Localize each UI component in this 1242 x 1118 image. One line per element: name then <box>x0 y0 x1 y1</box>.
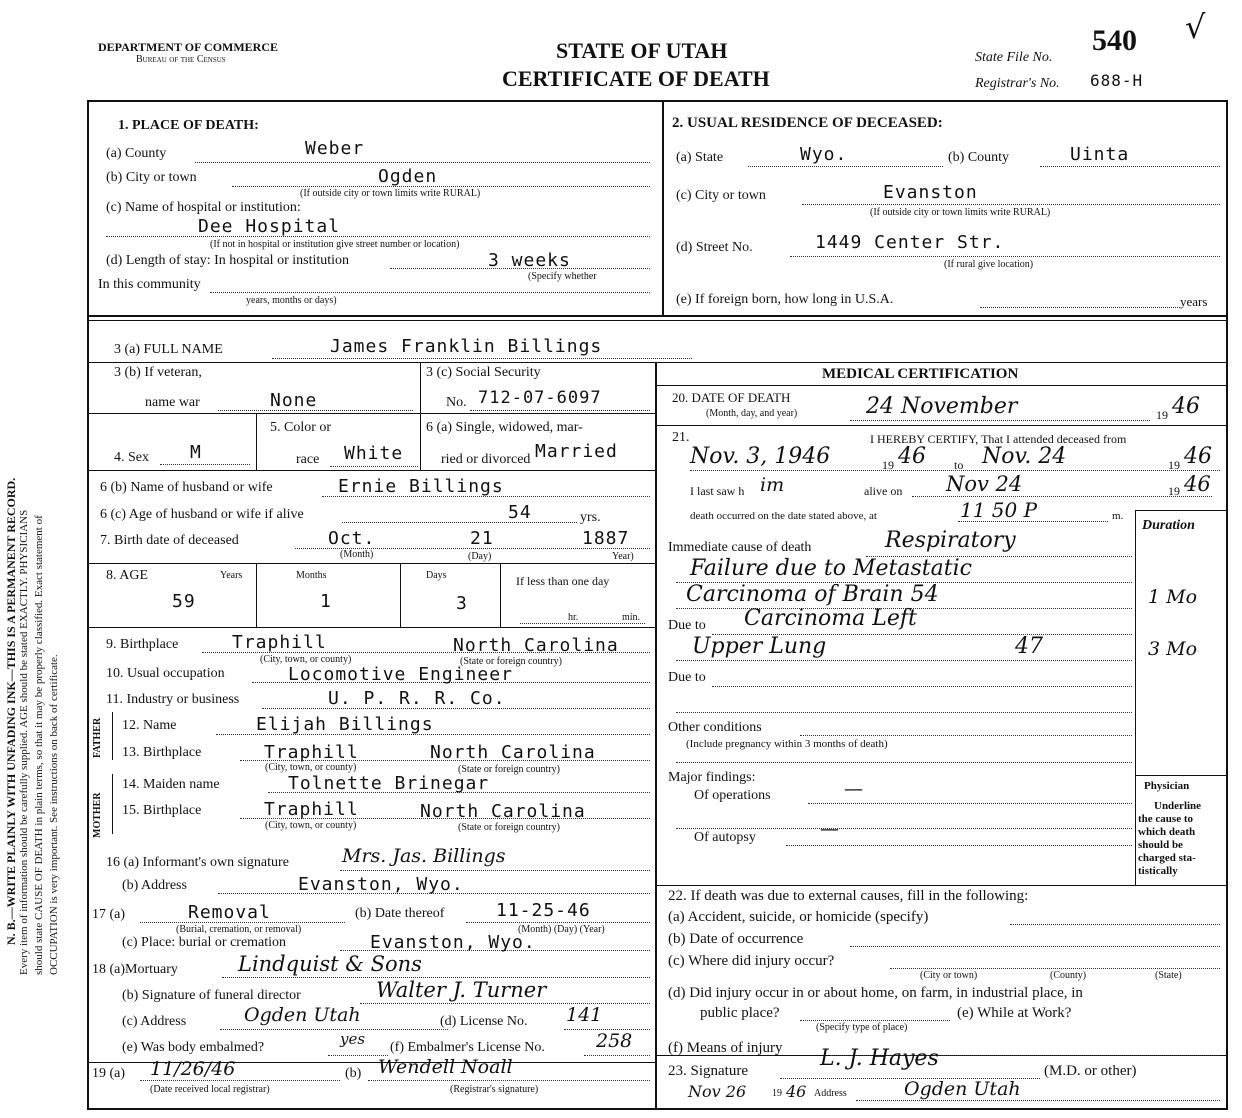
m-label: m. <box>1112 510 1124 522</box>
operations-value: — <box>844 778 863 800</box>
informant-line <box>340 870 650 871</box>
from-year: 46 <box>898 444 926 469</box>
autopsy-value: — <box>820 818 839 840</box>
dod-note: (Month, day, and year) <box>706 408 798 419</box>
title-certificate: CERTIFICATE OF DEATH <box>502 66 770 91</box>
registrar-label: Registrar's No. <box>975 76 1060 91</box>
pod-hospital-note: (If not in hospital or institution give street number or location) <box>210 239 460 250</box>
disposal-note: (Burial, cremation, or removal) <box>176 924 302 935</box>
from-date: Nov. 3, 1946 <box>690 444 831 469</box>
father-bp-state: North Carolina <box>430 742 596 763</box>
birth-day: 21 <box>470 528 494 549</box>
operations-label: Of operations <box>694 788 771 803</box>
row-rule-age-top <box>87 563 655 564</box>
director-addr-value: Ogden Utah <box>244 1004 361 1026</box>
pod-stay-label: (d) Length of stay: In hospital or institution <box>106 253 350 268</box>
pod-community-label: In this community <box>98 277 201 292</box>
to-date: Nov. 24 <box>982 444 1067 469</box>
dod-line <box>850 420 1150 421</box>
birth-month: Oct. <box>328 528 376 549</box>
registrar-sig-label: (b) <box>345 1066 362 1081</box>
sig-19: 19 <box>772 1088 782 1099</box>
immediate-label: Immediate cause of death <box>668 540 812 555</box>
medical-divider <box>655 362 657 1108</box>
date-of-death-rule <box>655 425 1227 426</box>
yrs-label: yrs. <box>580 510 601 525</box>
check-mark: √ <box>1185 8 1206 46</box>
pod-hospital-line <box>106 236 650 237</box>
res-city-line <box>802 204 1220 205</box>
director-line <box>360 1003 650 1004</box>
to-19: 19 <box>1168 458 1180 472</box>
father-tag: FATHER <box>92 717 103 758</box>
director-addr-line <box>220 1029 448 1030</box>
disposal-label: 17 (a) <box>92 907 126 922</box>
pod-community-note: years, months or days) <box>246 295 337 306</box>
outer-top-border <box>87 100 1227 102</box>
res-street-line <box>790 256 1220 257</box>
medical-heading-rule <box>655 385 1227 386</box>
cert-text: I HEREBY CERTIFY, That I attended deceased from <box>870 432 1127 446</box>
res-state-line <box>748 166 943 167</box>
residence-heading: 2. USUAL RESIDENCE OF DECEASED: <box>672 115 943 131</box>
ss-line <box>470 410 650 411</box>
birthplace-city-cap: (City, town, or county) <box>260 654 352 665</box>
ext-c-city: (City or town) <box>920 970 978 981</box>
physician-4: should be <box>1138 839 1183 851</box>
physician-1: Underline <box>1154 800 1202 812</box>
birth-year: 1887 <box>582 528 630 549</box>
age-col-2 <box>400 563 401 627</box>
pod-city-value: Ogden <box>378 166 438 187</box>
embalmer-line <box>584 1055 650 1056</box>
informant-signature: Mrs. Jas. Billings <box>342 845 506 867</box>
father-name-value: Elijah Billings <box>256 714 434 735</box>
spouse-age-line <box>342 522 577 523</box>
birthplace-city: Traphill <box>232 632 327 653</box>
side-note-1: N. B.—WRITE PLAINLY WITH UNFADING INK—THIS IS A PERMANENT RECORD. <box>4 477 18 945</box>
informant-label: 16 (a) Informant's own signature <box>106 855 289 870</box>
months-label: Months <box>296 570 327 581</box>
sig-addr-label: Address <box>814 1088 847 1099</box>
res-county-label: (b) County <box>948 150 1010 165</box>
ext-f: (f) Means of injury <box>668 1040 783 1056</box>
occupation-value: Locomotive Engineer <box>288 664 513 685</box>
birth-day-cap: (Day) <box>468 551 492 562</box>
mortuary-value: Lindquist & Sons <box>238 952 422 976</box>
death-time-label: death occurred on the date stated above, at <box>690 510 877 522</box>
sex-value: M <box>190 442 202 463</box>
last-saw-him: im <box>760 474 785 496</box>
state-file-label: State File No. <box>975 50 1053 65</box>
license-label: (d) License No. <box>440 1014 528 1029</box>
alive-year: 46 <box>1184 472 1211 496</box>
ext-c: (c) Where did injury occur? <box>668 953 835 969</box>
res-state-value: Wyo. <box>800 144 848 165</box>
from-19: 19 <box>882 458 894 472</box>
age-months: 1 <box>320 591 332 612</box>
years-label: Years <box>220 570 243 581</box>
ss-col-divider <box>420 363 421 413</box>
side-note-3: should state CAUSE OF DEATH in plain terms, so that it may be properly classified. Exact statement of <box>33 515 45 975</box>
alive-on-label: alive on <box>864 484 903 498</box>
row-rule-2 <box>87 413 655 414</box>
father-bracket <box>112 712 119 760</box>
to-year: 46 <box>1184 444 1212 469</box>
spouse-age-label: 6 (c) Age of husband or wife if alive <box>100 507 304 522</box>
pod-city-label: (b) City or town <box>106 170 197 185</box>
registrar-signature: Wendell Noall <box>378 1056 513 1078</box>
side-note-4: OCCUPATION is very important. See instructions on back of certificate. <box>48 654 60 975</box>
ext-c-state: (State) <box>1155 970 1182 981</box>
age-years: 59 <box>172 591 196 612</box>
lt-day-label: If less than one day <box>516 574 610 588</box>
ext-d-note: (Specify type of place) <box>816 1022 908 1033</box>
disposal-date-value: 11-25-46 <box>496 900 591 921</box>
mother-bp-city-cap: (City, town, or county) <box>265 820 357 831</box>
side-note-2: Every item of information should be carefully supplied. AGE should be stated EXACTLY. PHYSICIANS <box>18 509 30 975</box>
age-col-3 <box>500 563 501 627</box>
pod-community-line <box>210 292 650 293</box>
mother-bp-state: North Carolina <box>420 801 586 822</box>
industry-value: U. P. R. R. Co. <box>328 688 506 709</box>
received-line <box>140 1080 340 1081</box>
outer-left-border <box>87 100 89 1110</box>
dept-label: DEPARTMENT OF COMMERCE <box>98 40 279 54</box>
mother-bracket <box>112 774 119 834</box>
cert-num: 21. <box>672 430 690 445</box>
ext-d1: (d) Did injury occur in or about home, on farm, in industrial place, in <box>668 985 1083 1001</box>
physician-5: charged sta- <box>1138 852 1196 864</box>
birthplace-state-cap: (State or foreign country) <box>460 656 562 667</box>
due-to-2-label: Due to <box>668 670 706 685</box>
other-note: (Include pregnancy within 3 months of death) <box>686 738 888 750</box>
top-section-bottom <box>87 315 1227 317</box>
res-street-note: (If rural give location) <box>944 259 1034 270</box>
physician-signature: L. J. Hayes <box>820 1046 939 1071</box>
embalmed-value: yes <box>340 1030 366 1048</box>
mother-bp-state-cap: (State or foreign country) <box>458 822 560 833</box>
physician-box-bottom <box>655 885 1227 886</box>
pod-county-value: Weber <box>305 138 365 159</box>
pod-county-line <box>195 162 650 163</box>
dod-label: 20. DATE OF DEATH <box>672 390 791 405</box>
sig-addr-line <box>856 1100 1220 1101</box>
birth-year-cap: Year) <box>612 551 634 562</box>
registrar-sig-line <box>368 1080 650 1081</box>
marital-value: Married <box>535 441 618 462</box>
physician-6: tistically <box>1138 865 1178 877</box>
autopsy-line <box>786 845 1132 846</box>
other-line <box>800 735 1132 736</box>
ext-d-line <box>800 1020 950 1021</box>
veteran-label: 3 (b) If veteran, <box>114 365 202 380</box>
disposal-date-label: (b) Date thereof <box>355 906 445 921</box>
physician-3: which death <box>1138 826 1196 838</box>
sig-label: 23. Signature <box>668 1063 748 1079</box>
other-line-2 <box>676 762 1132 763</box>
res-street-value: 1449 Center Str. <box>815 232 1005 253</box>
duration-2: 3 Mo <box>1148 638 1198 660</box>
res-foreign-label: (e) If foreign born, how long in U.S.A. <box>676 292 894 307</box>
physician-box-top <box>1135 775 1227 776</box>
death-time-value: 11 50 P <box>960 498 1038 522</box>
disposal-date-note: (Month) (Day) (Year) <box>518 924 605 935</box>
age-days: 3 <box>456 593 468 614</box>
pod-hospital-value: Dee Hospital <box>198 216 341 237</box>
alive-on-value: Nov 24 <box>946 472 1023 496</box>
birthplace-state: North Carolina <box>453 635 619 656</box>
res-foreign-years: years <box>1180 294 1208 309</box>
alive-19: 19 <box>1168 484 1180 498</box>
due-line-4 <box>676 712 1132 713</box>
pod-hospital-label: (c) Name of hospital or institution: <box>106 200 301 215</box>
sig-date: Nov 26 <box>688 1082 747 1101</box>
top-section-divider <box>662 100 664 315</box>
dod-value: 24 November <box>866 394 1018 419</box>
res-city-value: Evanston <box>883 182 978 203</box>
embalmer-label: (f) Embalmer's License No. <box>390 1040 545 1055</box>
row-rule-1 <box>87 362 1227 363</box>
operations-line <box>808 803 1132 804</box>
pod-county-label: (a) County <box>106 146 167 161</box>
outer-bottom-border <box>87 1108 1227 1110</box>
registrar-number: 688-H <box>1090 71 1144 90</box>
md-label: (M.D. or other) <box>1044 1063 1137 1079</box>
res-foreign-line <box>980 307 1180 308</box>
due-to-label: Due to <box>668 618 706 633</box>
burial-place-label: (c) Place: burial or cremation <box>122 935 287 950</box>
mother-bp-label: 15. Birthplace <box>122 803 202 818</box>
occupation-label: 10. Usual occupation <box>106 666 225 681</box>
duration-top <box>1135 510 1227 511</box>
other-label: Other conditions <box>668 720 762 735</box>
ext-a-line <box>1010 924 1220 925</box>
ss-value: 712-07-6097 <box>478 388 602 408</box>
res-county-value: Uinta <box>1070 144 1130 165</box>
sex-label: 4. Sex <box>114 450 149 465</box>
ss-label: 3 (c) Social Security <box>426 365 541 380</box>
pod-city-note: (If outside city or town limits write RURAL) <box>300 188 481 199</box>
ext-heading: 22. If death was due to external causes, fill in the following: <box>668 888 1029 904</box>
sig-addr-value: Ogden Utah <box>904 1078 1021 1100</box>
min-label: min. <box>622 612 641 623</box>
major-label: Major findings: <box>668 770 756 785</box>
res-city-label: (c) City or town <box>676 188 766 203</box>
registrar-sig-note: (Registrar's signature) <box>450 1084 539 1095</box>
cause-1: Respiratory <box>885 528 1016 553</box>
ss-no-label: No. <box>446 395 467 410</box>
marital-label-2: ried or divorced <box>441 452 531 467</box>
duration-label: Duration <box>1142 518 1195 533</box>
race-label: race <box>296 452 320 467</box>
hr-line <box>520 623 645 624</box>
due-line-2 <box>676 660 1132 661</box>
race-line <box>330 466 418 467</box>
director-label: (b) Signature of funeral director <box>122 988 301 1003</box>
mother-bp-city: Traphill <box>264 799 359 820</box>
disposal-value: Removal <box>188 902 271 923</box>
father-bp-label: 13. Birthplace <box>122 745 202 760</box>
cause-5: Upper Lung <box>692 634 827 659</box>
director-addr-label: (c) Address <box>122 1014 187 1029</box>
race-col-divider <box>420 413 421 470</box>
dod-19: 19 <box>1156 408 1168 422</box>
spouse-value: Ernie Billings <box>338 476 504 497</box>
title-state: STATE OF UTAH <box>556 38 728 63</box>
due-num: 47 <box>1015 634 1043 659</box>
birthplace-label: 9. Birthplace <box>106 637 179 652</box>
ext-e: (e) While at Work? <box>957 1005 1072 1021</box>
embalmer-value: 258 <box>596 1030 633 1052</box>
mother-tag: MOTHER <box>92 792 103 838</box>
father-bp-state-cap: (State or foreign country) <box>458 764 560 775</box>
birth-label: 7. Birth date of deceased <box>100 533 239 548</box>
res-county-line <box>1040 166 1220 167</box>
res-street-label: (d) Street No. <box>676 240 753 255</box>
full-name-line <box>272 358 692 359</box>
inner-box-top <box>87 320 1227 321</box>
received-value: 11/26/46 <box>150 1058 236 1080</box>
duration-1: 1 Mo <box>1148 586 1198 608</box>
industry-label: 11. Industry or business <box>106 692 240 707</box>
days-label: Days <box>426 570 447 581</box>
cause-3: Carcinoma of Brain 54 <box>686 582 939 607</box>
color-label: 5. Color or <box>270 420 332 435</box>
spouse-age-value: 54 <box>508 502 532 523</box>
ext-c-county: (County) <box>1050 970 1087 981</box>
ext-a: (a) Accident, suicide, or homicide (specify) <box>668 909 929 925</box>
license-value: 141 <box>566 1004 603 1026</box>
state-file-number: 540 <box>1092 24 1137 57</box>
ext-b-line <box>850 946 1220 947</box>
bureau-label: Bureau of the Census <box>136 54 226 65</box>
autopsy-label: Of autopsy <box>694 830 756 845</box>
ext-d2: public place? <box>700 1005 780 1021</box>
duration-col <box>1135 510 1136 885</box>
sig-year: 46 <box>786 1082 807 1101</box>
informant-addr-label: (b) Address <box>122 878 187 893</box>
father-name-label: 12. Name <box>122 718 177 733</box>
physician-head: Physician <box>1144 780 1190 792</box>
pod-city-line <box>232 186 650 187</box>
embalmed-label: (e) Was body embalmed? <box>122 1040 265 1055</box>
father-bp-city-cap: (City, town, or county) <box>265 762 357 773</box>
father-bp-city: Traphill <box>264 742 359 763</box>
spouse-label: 6 (b) Name of husband or wife <box>100 480 273 495</box>
pod-stay-note: (Specify whether <box>528 271 597 282</box>
dod-year: 46 <box>1172 394 1200 419</box>
cause-4: Carcinoma Left <box>744 606 917 631</box>
place-of-death-heading: 1. PLACE OF DEATH: <box>118 118 259 133</box>
informant-addr-value: Evanston, Wyo. <box>298 874 464 895</box>
ext-c-line <box>890 968 1220 969</box>
age-col-1 <box>256 563 257 627</box>
full-name-label: 3 (a) FULL NAME <box>114 342 223 357</box>
operations-line-2 <box>676 828 1132 829</box>
physician-2: the cause to <box>1138 813 1193 825</box>
res-state-label: (a) State <box>676 150 724 165</box>
hr-label: hr. <box>568 612 579 623</box>
mortuary-label: 18 (a)Mortuary <box>92 962 178 977</box>
birth-month-cap: (Month) <box>340 549 374 560</box>
row-rule-age-bottom <box>87 627 655 628</box>
medical-heading: MEDICAL CERTIFICATION <box>822 366 1019 382</box>
received-label: 19 (a) <box>92 1066 126 1081</box>
sex-line <box>160 464 250 465</box>
alive-line <box>912 496 1212 497</box>
full-name-value: James Franklin Billings <box>330 336 603 357</box>
res-city-note: (If outside city or town limits write RURAL) <box>870 207 1051 218</box>
due-line-3 <box>712 686 1132 687</box>
received-note: (Date received local registrar) <box>150 1084 270 1095</box>
mother-name-label: 14. Maiden name <box>122 777 220 792</box>
marital-label-1: 6 (a) Single, widowed, mar- <box>426 420 583 435</box>
age-label: 8. AGE <box>106 568 148 583</box>
last-saw-label: I last saw h <box>690 484 745 498</box>
race-value: White <box>344 443 404 464</box>
disposal-date-line <box>466 922 650 923</box>
war-label: name war <box>145 395 200 410</box>
mother-name-value: Tolnette Brinegar <box>288 773 490 794</box>
cause-2: Failure due to Metastatic <box>690 556 972 581</box>
pod-stay-value: 3 weeks <box>488 250 571 271</box>
sex-col-divider <box>256 413 257 470</box>
burial-place-value: Evanston, Wyo. <box>370 932 536 953</box>
outer-right-border <box>1226 100 1228 1110</box>
to-label: to <box>954 458 964 472</box>
director-signature: Walter J. Turner <box>376 978 547 1002</box>
war-value: None <box>270 390 318 411</box>
row-rule-3 <box>87 470 655 471</box>
ext-b: (b) Date of occurrence <box>668 931 804 947</box>
